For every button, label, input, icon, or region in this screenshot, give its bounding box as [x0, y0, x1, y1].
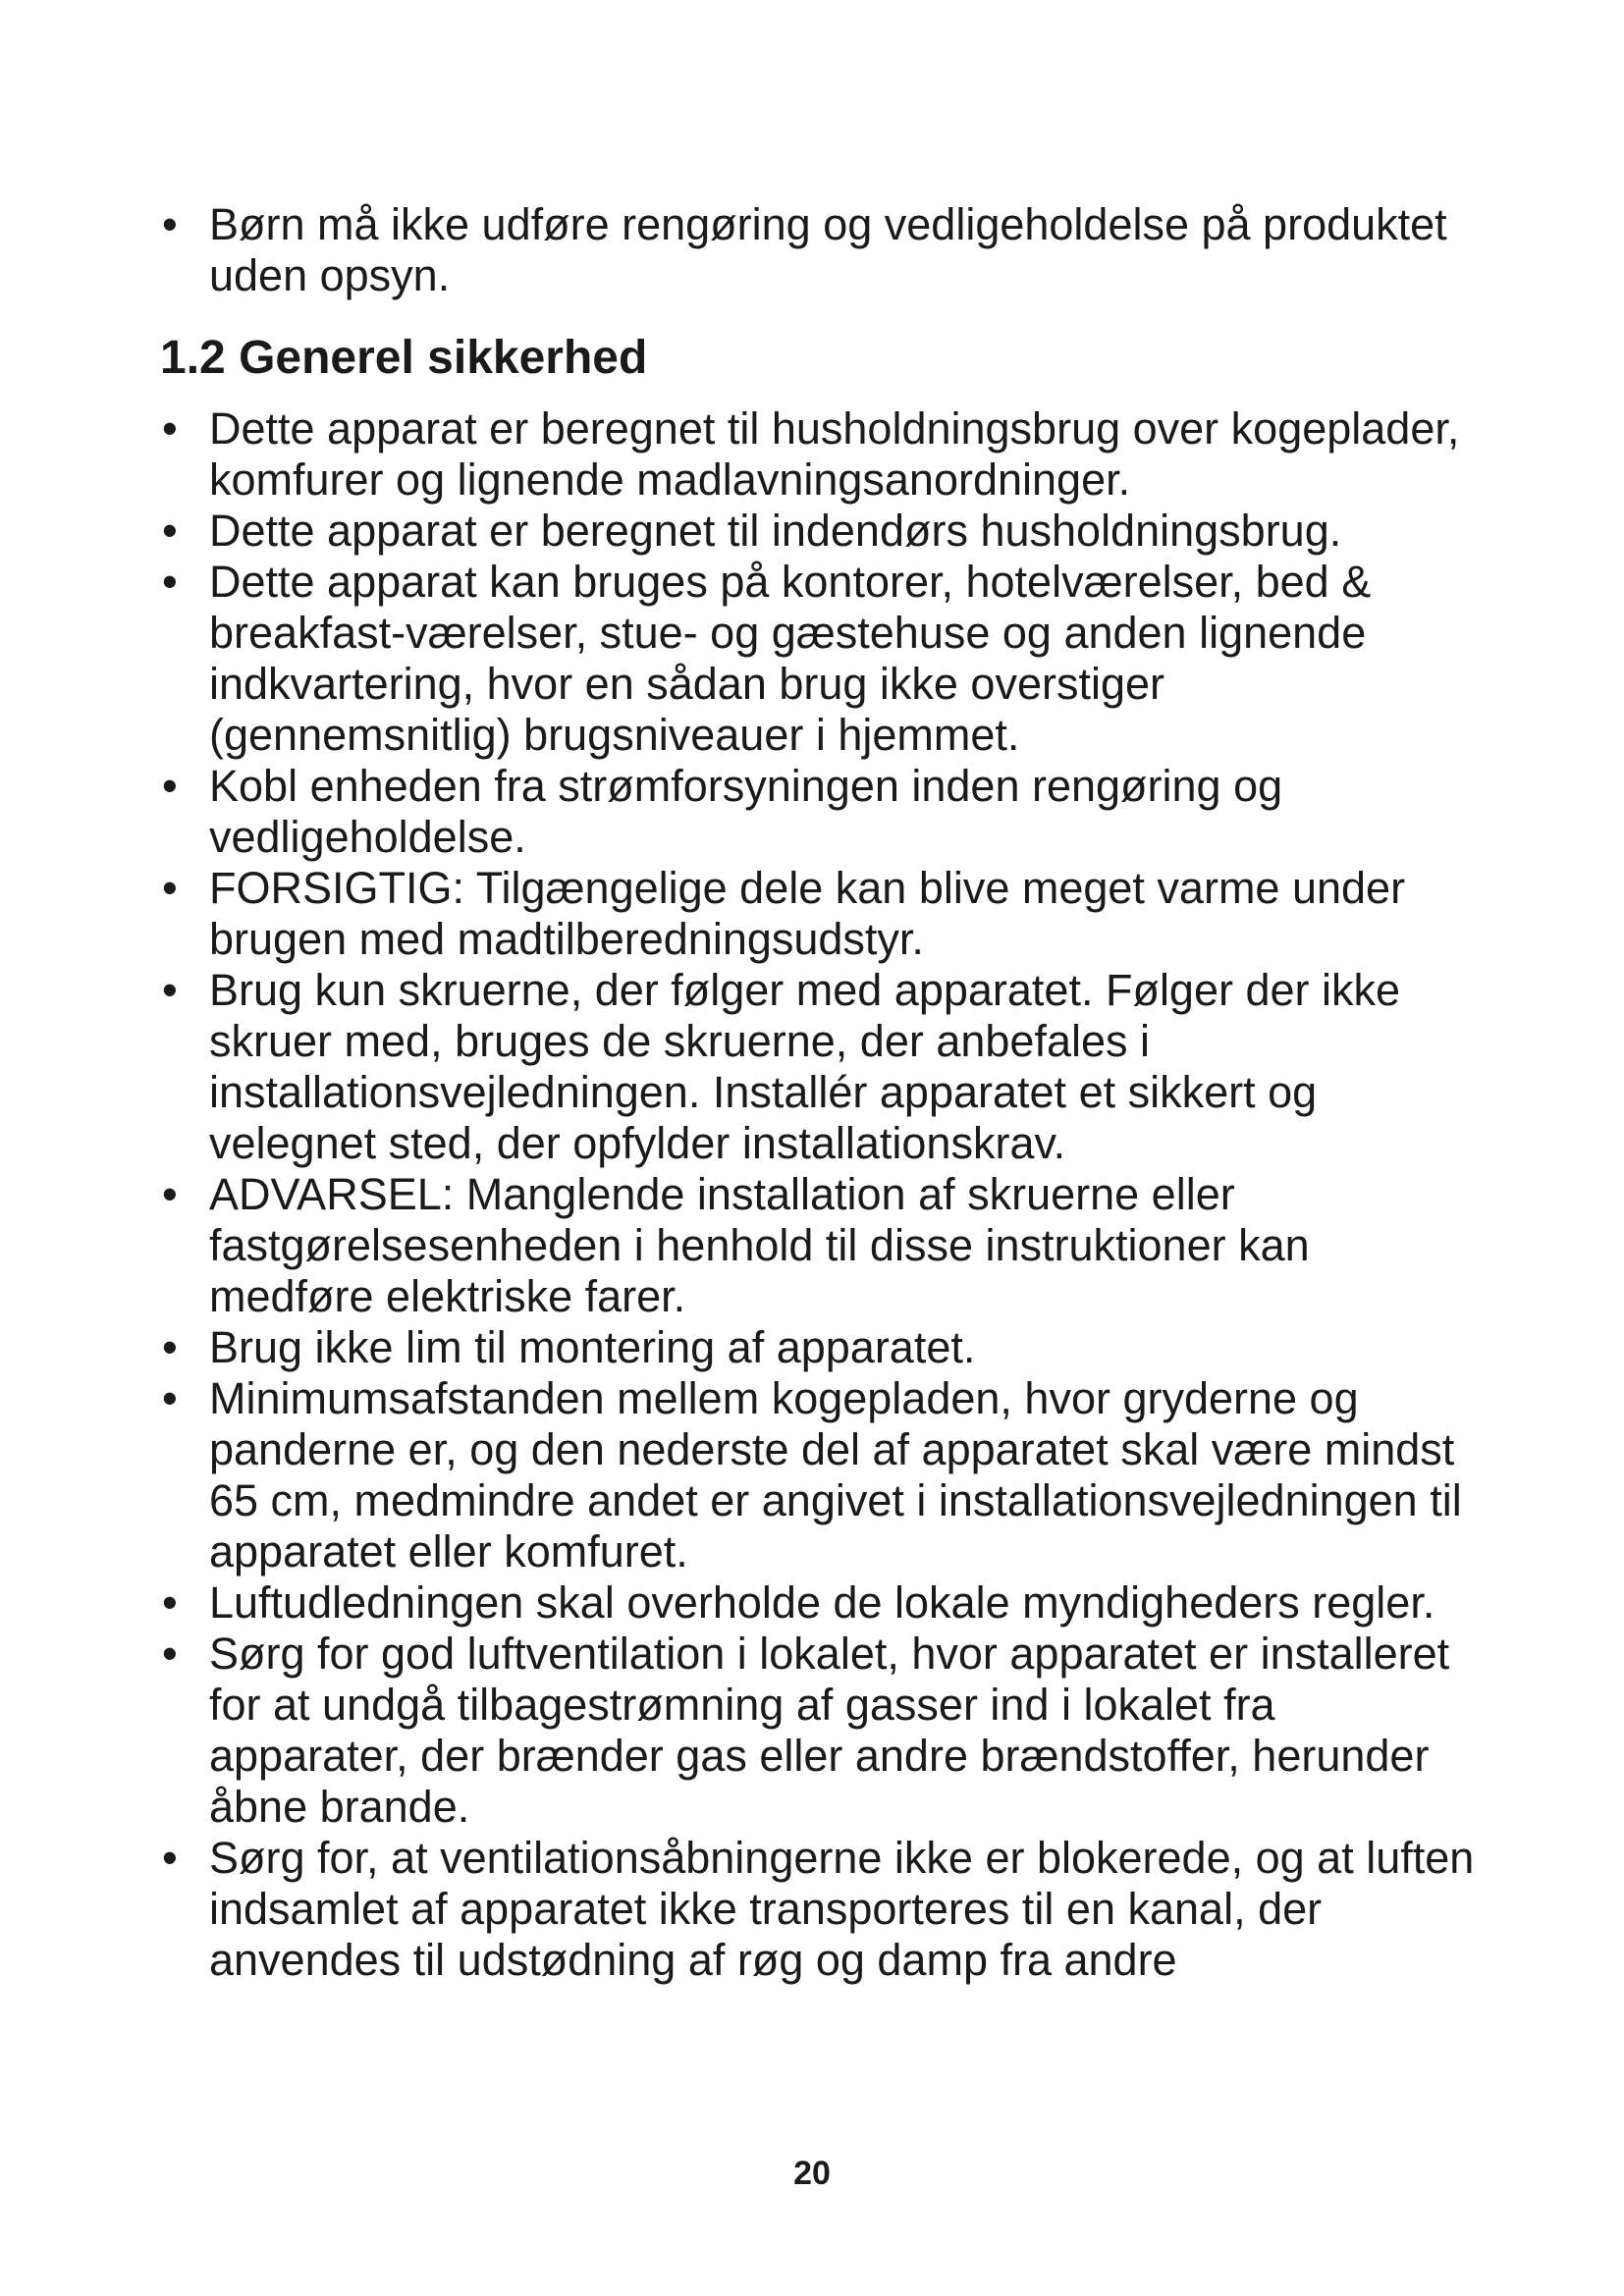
bullet-text: • Minimumsafstanden mellem kogepladen, hvor gryderne og panderne er, og den nederste del af apparatet skal være mindst 65 cm, medmindre andet er angivet i installationsvejledningen til apparatet eller komfuret.: [209, 1373, 1462, 1576]
bullet-text: • Sørg for, at ventilationsåbningerne ikke er blokerede, og at luften indsamlet af apparatet ikke transporteres til en kanal, der anvendes til udstødning af røg og damp fra andre: [209, 1833, 1475, 1985]
page-number: 20: [793, 2155, 831, 2192]
bullet-item: [160, 761, 1476, 863]
bullet-item: [160, 1169, 1476, 1322]
bullet-text: • Dette apparat er beregnet til indendørs husholdningsbrug.: [209, 506, 1342, 556]
bullet-item: [160, 557, 1476, 761]
bullet-text: • Børn må ikke udføre rengøring og vedligeholdelse på produktet uden opsyn.: [209, 199, 1447, 300]
intro-bullet-list: [160, 199, 1476, 301]
bullet-text: • Brug ikke lim til montering af apparatet.: [209, 1322, 976, 1372]
bullet-item: [160, 863, 1476, 965]
bullet-item: [160, 199, 1476, 301]
bullet-text: • FORSIGTIG: Tilgængelige dele kan blive meget varme under brugen med madtilberedningsudstyr.: [209, 863, 1406, 964]
bullet-item: [160, 1373, 1476, 1577]
bullet-item: [160, 506, 1476, 557]
bullet-item: [160, 1833, 1476, 1986]
bullet-item: [160, 1322, 1476, 1373]
page-content: [160, 199, 1476, 1986]
safety-bullet-list: [160, 403, 1476, 1986]
bullet-item: [160, 403, 1476, 506]
bullet-item: [160, 965, 1476, 1169]
bullet-text: • Kobl enheden fra strømforsyningen inden rengøring og vedligeholdelse.: [209, 761, 1283, 862]
bullet-text: • Luftudledningen skal overholde de lokale myndigheders regler.: [209, 1577, 1435, 1628]
bullet-text: • Brug kun skruerne, der følger med apparatet. Følger der ikke skruer med, bruges de skruerne, der anbefales i installationsvejledningen. Installér apparatet et sikkert og velegnet sted, der opfylder installationskrav.: [209, 965, 1401, 1168]
bullet-item: [160, 1577, 1476, 1629]
bullet-text: • Sørg for god luftventilation i lokalet, hvor apparatet er installeret for at undgå tilbagestrømning af gasser ind i lokalet fra apparater, der brænder gas eller andre brændstoffer, herunder åbne brande.: [209, 1629, 1450, 1832]
bullet-text: • Dette apparat kan bruges på kontorer, hotelværelser, bed & breakfast-værelser, stue- og gæstehuse og anden lignende indkvartering, hvor en sådan brug ikke overstiger (gennemsnitlig) brugsniveauer i hjemmet.: [209, 557, 1372, 760]
bullet-text: • Dette apparat er beregnet til husholdningsbrug over kogeplader, komfurer og lignende madlavningsanordninger.: [209, 403, 1460, 505]
bullet-text: • ADVARSEL: Manglende installation af skruerne eller fastgørelsesenheden i henhold til disse instruktioner kan medføre elektriske farer.: [209, 1169, 1310, 1321]
section-heading: 1.2 Generel sikkerhed: [160, 332, 648, 384]
bullet-item: [160, 1629, 1476, 1833]
